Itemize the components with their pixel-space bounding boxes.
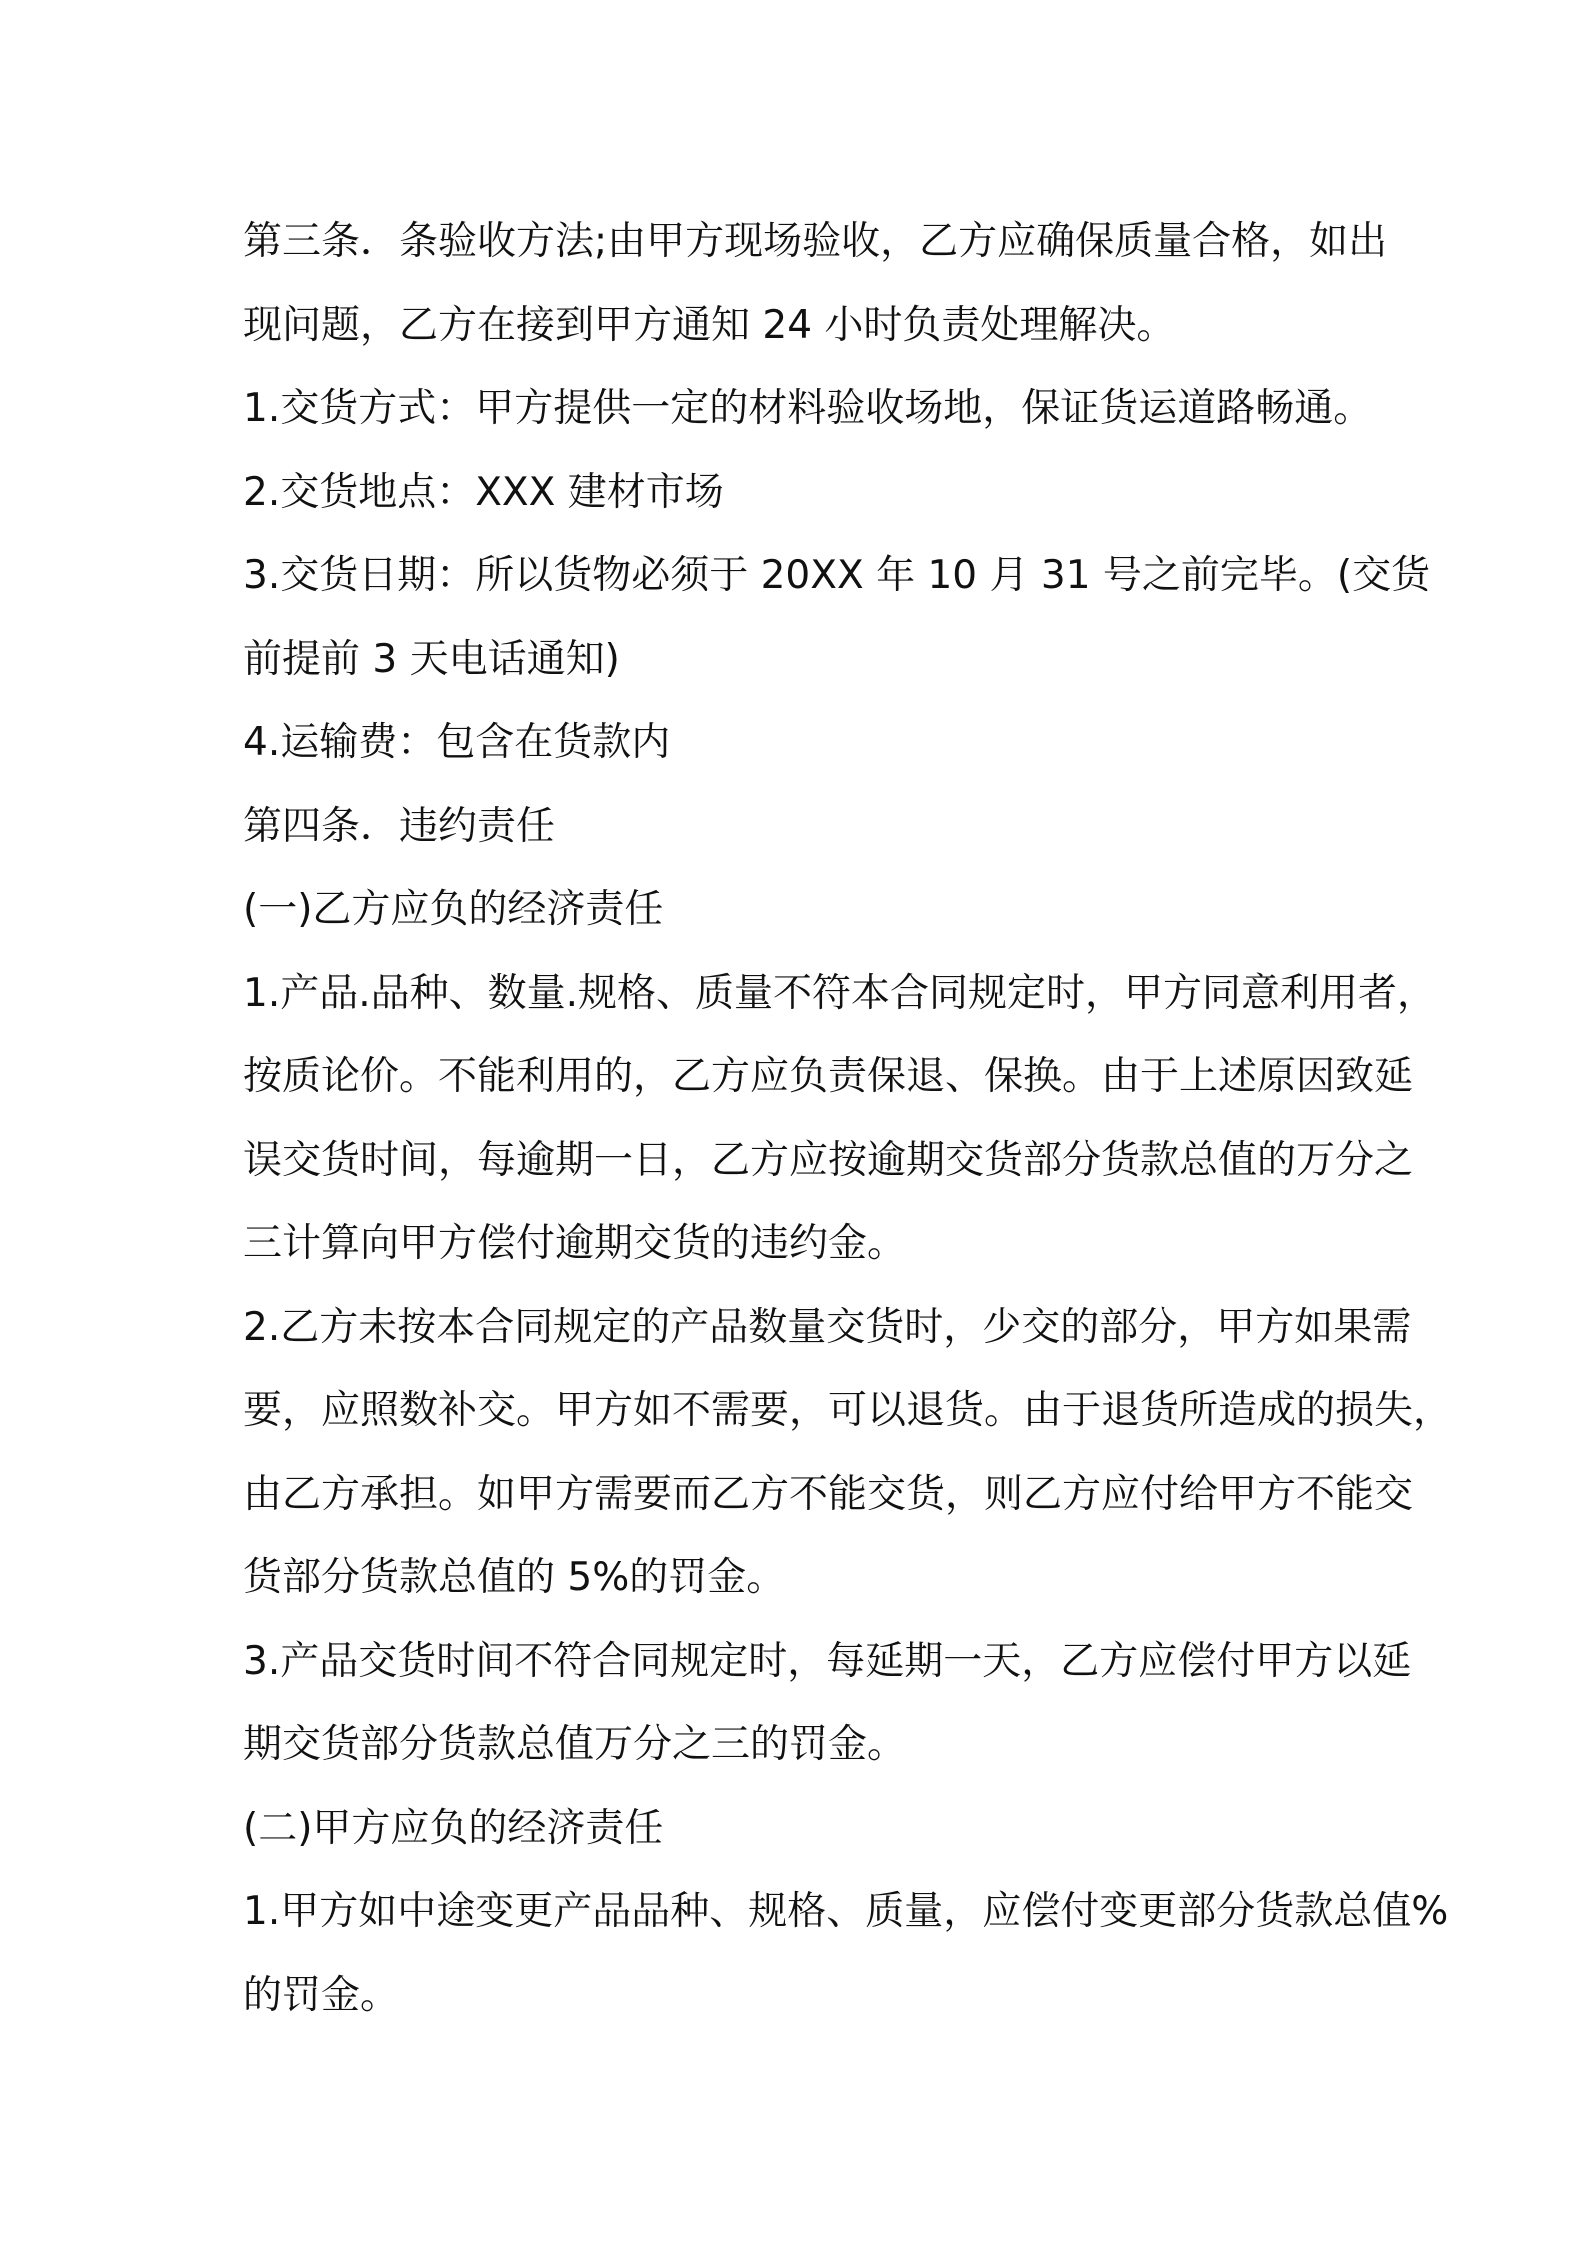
text-line: 现问题，乙方在接到甲方通知 24 小时负责处理解决。 [243, 302, 1176, 348]
text-line: 由乙方承担。如甲方需要而乙方不能交货，则乙方应付给甲方不能交 [243, 1471, 1414, 1517]
heading-article-4-liability [243, 785, 1363, 869]
text-line: 货部分货款总值的 5%的罚金。 [243, 1555, 786, 1600]
paragraph-b-clause-2 [243, 1286, 1453, 1620]
text-line: 4.运输费：包含在货款内 [243, 720, 671, 765]
document-body [243, 200, 1453, 2037]
paragraph-b-clause-3 [243, 1620, 1412, 1787]
subheading-party-b-liability [243, 868, 1363, 952]
text-line: 三计算向甲方偿付逾期交货的违约金。 [243, 1221, 907, 1266]
text-line: 3.产品交货时间不符合同规定时，每延期一天，乙方应偿付甲方以延 [243, 1638, 1412, 1684]
text-line: (一)乙方应负的经济责任 [243, 887, 664, 932]
text-line: 误交货时间，每逾期一日，乙方应按逾期交货部分货款总值的万分之 [243, 1137, 1414, 1183]
paragraph-delivery-method [243, 367, 1373, 451]
text-line: 的罚金。 [243, 1972, 400, 2018]
text-line: 2.乙方未按本合同规定的产品数量交货时，少交的部分，甲方如果需 [243, 1304, 1412, 1350]
text-line: 1.产品.品种、数量.规格、质量不符本合同规定时，甲方同意利用者， [243, 970, 1437, 1016]
text-line: 1.甲方如中途变更产品品种、规格、质量，应偿付变更部分货款总值% [243, 1889, 1449, 1934]
paragraph-delivery-location [243, 451, 1363, 535]
subheading-party-a-liability [243, 1787, 1363, 1871]
paragraph-a-clause-1 [243, 1870, 1449, 2037]
paragraph-delivery-date [243, 534, 1431, 701]
text-line: 期交货部分货款总值万分之三的罚金。 [243, 1722, 907, 1767]
text-line: 第四条．违约责任 [243, 803, 556, 849]
text-line: 2.交货地点：XXX 建材市场 [243, 469, 724, 515]
paragraph-b-clause-1 [243, 952, 1437, 1286]
text-line: 前提前 3 天电话通知) [243, 636, 620, 682]
text-line: 第三条．条验收方法;由甲方现场验收，乙方应确保质量合格，如出 [243, 219, 1388, 264]
text-line: 3.交货日期：所以货物必须于 20XX 年 10 月 31 号之前完毕。(交货 [243, 553, 1431, 598]
text-line: 按质论价。不能利用的，乙方应负责保退、保换。由于上述原因致延 [243, 1054, 1414, 1099]
paragraph-article-3-acceptance [243, 200, 1388, 367]
text-line: 要，应照数补交。甲方如不需要，可以退货。由于退货所造成的损失， [243, 1388, 1453, 1433]
text-line: (二)甲方应负的经济责任 [243, 1805, 664, 1851]
paragraph-freight [243, 701, 1363, 785]
text-line: 1.交货方式：甲方提供一定的材料验收场地，保证货运道路畅通。 [243, 386, 1373, 431]
